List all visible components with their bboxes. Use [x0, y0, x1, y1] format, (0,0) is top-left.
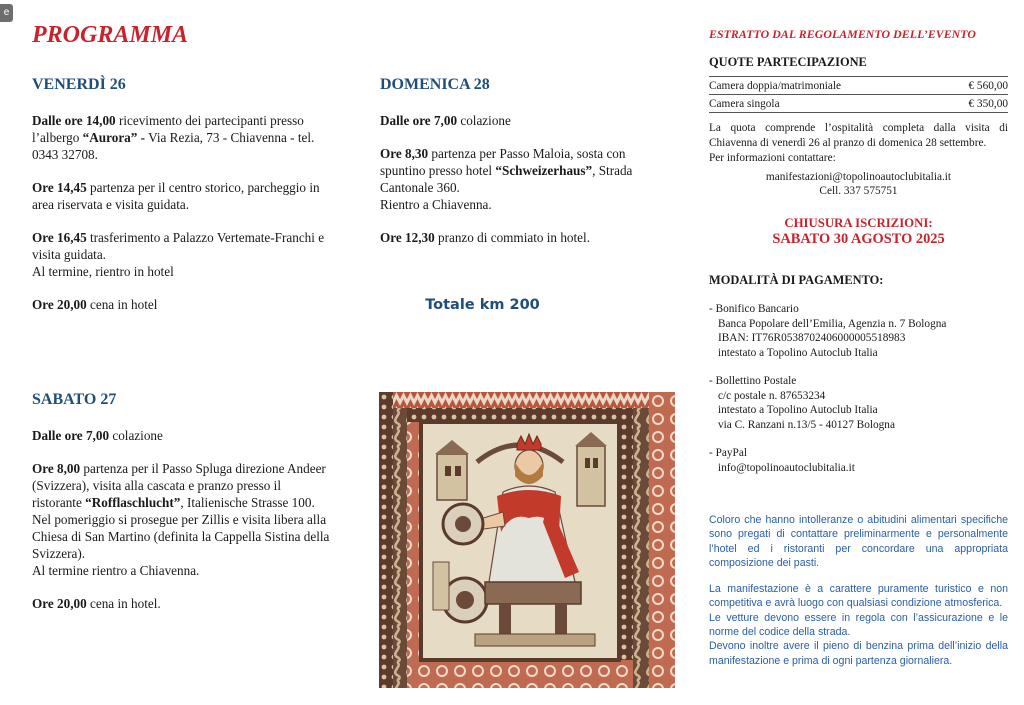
friday-item: Ore 14,45 partenza per il centro storico, parcheggio in area riservata e visita guidata. [32, 180, 320, 212]
payment-bank-transfer: - Bonifico Bancario Banca Popolare dell’Emilia, Agenzia n. 7 Bologna IBAN: IT76R0538702406000005518983 intestato a Topolino Autoclub Italia [709, 303, 947, 359]
friday-item: Ore 20,00 cena in hotel [32, 297, 158, 312]
payment-heading: MODALITÀ DI PAGAMENTO: [709, 273, 884, 287]
saturday-item: Dalle ore 7,00 colazione [32, 428, 163, 443]
saturday-item: Ore 8,00 partenza per il Passo Spluga direzione Andeer (Svizzera), visita alla cascata e pranzo presso il ristorante “Rofflaschlucht”, Italienische Strasse 100. Nel pomeriggio si prosegue per Zillis e visita libera alla Chiesa di San Martino (definita la Cappella Sistina della Svizzera). Al termine rientro a Chiavenna. [32, 461, 330, 578]
payment-list [709, 302, 1008, 489]
quote-table [709, 76, 1008, 113]
total-km: Totale km 200 [425, 297, 540, 313]
note-paragraph: Coloro che hanno intolleranze o abitudini alimentari specifiche sono pregati di contattare preliminarmente e personalmente l’hotel ed i ristoranti per concordare una appropriata composizione dei pasti. [709, 514, 1008, 569]
contact-phone: Cell. 337 575751 [819, 185, 898, 197]
closing-date: SABATO 30 AGOSTO 2025 [772, 231, 945, 247]
quote-price: € 560,00 [939, 77, 1008, 95]
note-paragraph: Devono inoltre avere il pieno di benzina prima dell’inizio della manifestazione e prima di ogni partenza giornaliera. [709, 640, 1008, 667]
programma-title: PROGRAMMA [32, 22, 189, 48]
quote-heading: QUOTE PARTECIPAZIONE [709, 55, 867, 69]
payment-postal: - Bollettino Postale c/c postale n. 87653234 intestato a Topolino Autoclub Italia via C. Ranzani n.13/5 - 40127 Bologna [709, 375, 895, 431]
table-row [709, 95, 1008, 113]
table-row [709, 77, 1008, 95]
sunday-schedule [380, 112, 670, 262]
sunday-heading: DOMENICA 28 [380, 76, 490, 93]
event-notes [709, 513, 1008, 668]
sunday-item: Ore 12,30 pranzo di commiato in hotel. [380, 230, 590, 245]
fresco-painting-icon [379, 392, 675, 688]
friday-item: Dalle ore 14,00 ricevimento dei partecipanti presso l’albergo “Aurora” - Via Rezia, 73 - Chiavenna - tel. 0343 32708. [32, 113, 315, 162]
quote-label: Camera singola [709, 95, 939, 113]
closing-label: CHIUSURA ISCRIZIONI: [784, 216, 933, 230]
note-paragraph: La manifestazione è a carattere puramente turistico e non competitiva e avrà luogo con qualsiasi condizione atmosferica. [709, 583, 1008, 610]
regulation-title: ESTRATTO DAL REGOLAMENTO DELL’EVENTO [709, 27, 976, 41]
sunday-item: Ore 8,30 partenza per Passo Maloia, sosta con spuntino presso hotel “Schweizerhaus”, Strada Cantonale 360. Rientro a Chiavenna. [380, 146, 633, 212]
friday-heading: VENERDÌ 26 [32, 76, 126, 93]
note-paragraph: Le vetture devono essere in regola con l’assicurazione e le norme del codice della strada. [709, 611, 1008, 639]
saturday-schedule [32, 427, 332, 628]
payment-paypal: - PayPal info@topolinoautoclubitalia.it [709, 447, 855, 474]
quote-label: Camera doppia/matrimoniale [709, 77, 939, 95]
quote-note: La quota comprende l’ospitalità completa dalla visita di Chiavenna di venerdì 26 al pranzo di domenica 28 settembre. [709, 122, 1008, 149]
saturday-heading: SABATO 27 [32, 391, 117, 408]
corner-tab[interactable]: e [0, 4, 13, 22]
friday-schedule [32, 112, 332, 329]
saturday-item: Ore 20,00 cena in hotel. [32, 596, 161, 611]
info-label: Per informazioni contattare: [709, 152, 836, 164]
friday-item: Ore 16,45 trasferimento a Palazzo Vertemate-Franchi e visita guidata. Al termine, rientro in hotel [32, 230, 325, 279]
contact-email[interactable]: manifestazioni@topolinoautoclubitalia.it [765, 171, 952, 183]
quote-price: € 350,00 [939, 95, 1008, 113]
sunday-item: Dalle ore 7,00 colazione [380, 113, 511, 128]
